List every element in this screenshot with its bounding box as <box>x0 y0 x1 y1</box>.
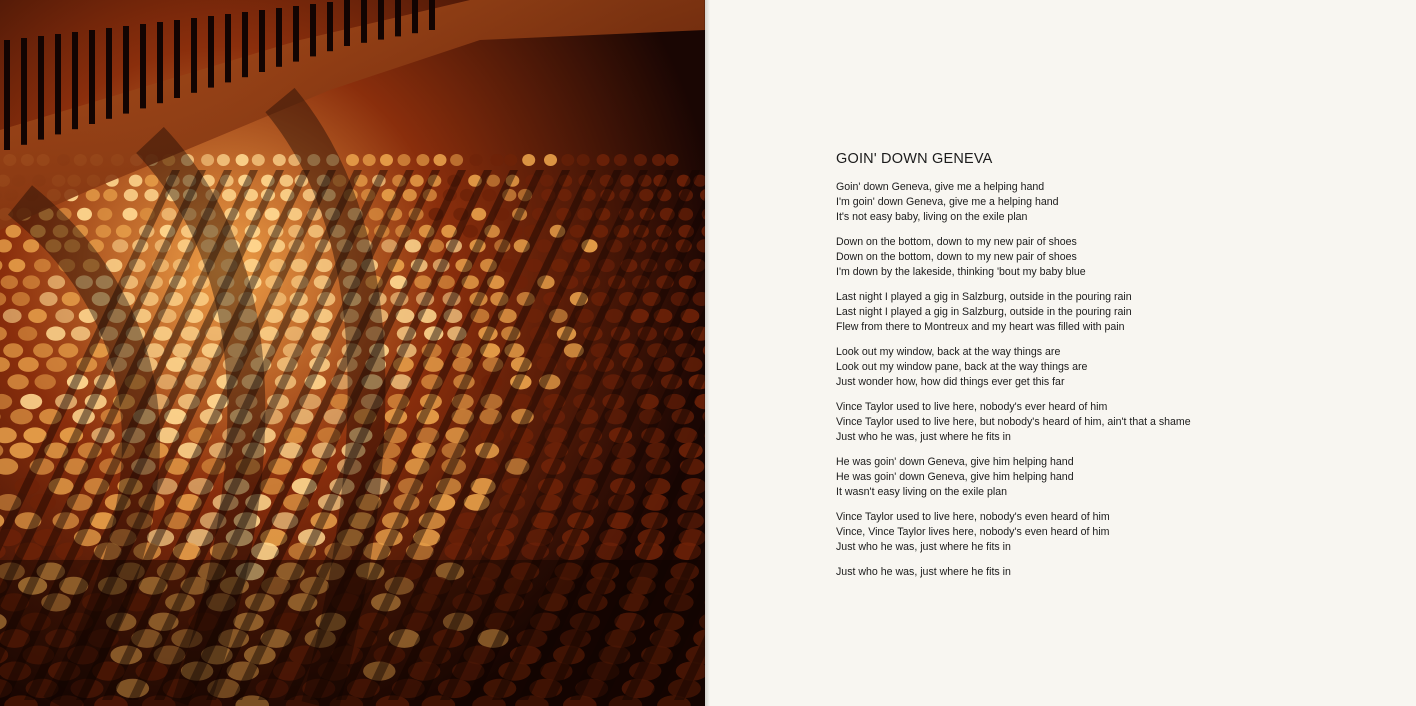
cobblestone <box>123 208 138 221</box>
photo-vignette <box>0 560 705 706</box>
fence-picket <box>4 40 10 150</box>
fence-picket <box>293 6 299 62</box>
lyric-line: Down on the bottom, down to my new pair of shoes <box>836 251 1077 263</box>
cobblestone <box>652 154 665 166</box>
fence-picket <box>395 0 401 36</box>
cobblestone <box>129 175 143 187</box>
fence-picket <box>225 14 231 82</box>
cobblestone <box>46 326 65 340</box>
song-title: GOIN' DOWN GENEVA <box>836 151 993 167</box>
lyrics-page <box>710 0 1416 706</box>
cobblestone <box>3 309 22 323</box>
cobblestone <box>526 259 543 272</box>
cobblestone-photo <box>0 0 705 706</box>
cobblestone <box>23 275 40 289</box>
cobblestone <box>236 154 249 166</box>
cobblestone <box>222 189 236 201</box>
cobblestone <box>10 409 33 425</box>
fence-picket <box>412 0 418 33</box>
song-lyrics <box>836 151 1396 590</box>
cobblestone <box>103 189 117 201</box>
stanza <box>836 235 1396 280</box>
cobblestone <box>48 275 65 289</box>
fence-picket <box>344 0 350 46</box>
cobblestone <box>597 154 610 166</box>
fence-picket <box>361 0 367 43</box>
fence-picket <box>208 16 214 88</box>
lyric-line: It wasn't easy living on the exile plan <box>836 486 1008 498</box>
cobblestone <box>39 292 57 306</box>
cobblestone <box>614 154 627 166</box>
lyric-line: Down on the bottom, down to my new pair of shoes <box>836 236 1077 248</box>
cobblestone <box>10 443 34 459</box>
cobblestone <box>482 189 496 201</box>
cobblestone <box>116 225 132 238</box>
cobblestone <box>9 259 26 272</box>
fence-picket <box>21 38 27 145</box>
fence-picket <box>259 10 265 72</box>
cobblestone <box>3 343 23 358</box>
cobblestone <box>551 259 568 272</box>
cobblestone <box>112 239 128 252</box>
lyric-line: He was goin' down Geneva, give him helping hand <box>836 456 1074 468</box>
lyric-line: Flew from there to Montreux and my heart was filled with pain <box>836 321 1125 333</box>
cobblestone <box>450 154 463 166</box>
cobblestone <box>470 154 483 166</box>
stanza <box>836 345 1396 390</box>
stanza <box>836 290 1396 335</box>
fence-picket <box>72 32 78 129</box>
lyric-line: I'm goin' down Geneva, give me a helping hand <box>836 196 1059 208</box>
cobblestone <box>7 374 28 389</box>
cobblestone <box>491 154 504 166</box>
cobblestone <box>544 154 557 166</box>
cobblestone <box>58 343 78 358</box>
cobblestone <box>434 154 447 166</box>
stanza <box>836 510 1396 555</box>
fence-picket <box>174 20 180 98</box>
cobblestone <box>380 154 393 166</box>
cobblestone <box>398 154 411 166</box>
lyric-line: Just who he was, just where he fits in <box>836 541 1011 553</box>
cobblestone <box>504 154 517 166</box>
cobblestone <box>280 175 294 187</box>
cobblestone <box>20 394 42 409</box>
fence-picket <box>429 0 435 30</box>
cobblestone <box>405 239 421 252</box>
cobblestone <box>471 208 486 221</box>
cobblestone <box>577 154 590 166</box>
cobblestone <box>403 189 417 201</box>
lyric-line: Vince Taylor used to live here, nobody's even heard of him <box>836 511 1110 523</box>
fence-picket <box>38 36 44 140</box>
lyric-line: Just who he was, just where he fits in <box>836 566 1011 578</box>
cobblestone <box>71 326 90 340</box>
cobblestone <box>634 154 647 166</box>
lyric-line: Just who he was, just where he fits in <box>836 431 1011 443</box>
lyric-line: Vince Taylor used to live here, but nobody's heard of him, ain't that a shame <box>836 416 1191 428</box>
stanza <box>836 400 1396 445</box>
cobblestone <box>28 309 47 323</box>
cobblestone <box>273 154 286 166</box>
fence-picket <box>157 22 163 103</box>
fence-picket <box>327 2 333 51</box>
cobblestone <box>97 208 112 221</box>
fence-picket <box>378 0 384 40</box>
fence-picket <box>106 28 112 119</box>
cobblestone <box>201 154 214 166</box>
fence-picket <box>123 26 129 114</box>
lyric-line: Vince, Vince Taylor lives here, nobody's even heard of him <box>836 526 1110 538</box>
cobblestone <box>162 208 177 221</box>
cobblestone <box>639 189 653 201</box>
fence-picket <box>310 4 316 56</box>
cobblestone <box>561 154 574 166</box>
cobblestone <box>46 357 67 372</box>
fence-picket <box>55 34 61 134</box>
cobblestone <box>34 259 51 272</box>
cobblestone <box>308 225 324 238</box>
lyric-line: Last night I played a gig in Salzburg, outside in the pouring rain <box>836 306 1132 318</box>
lyric-line: Vince Taylor used to live here, nobody's ever heard of him <box>836 401 1108 413</box>
cobblestone <box>500 259 517 272</box>
fence-picket <box>191 18 197 93</box>
cobblestone <box>217 154 230 166</box>
cobblestone <box>18 357 39 372</box>
lyric-line: Just wonder how, how did things ever get this far <box>836 376 1065 388</box>
cobblestone <box>35 374 56 389</box>
lyric-line: I'm down by the lakeside, thinking 'bout my baby blue <box>836 266 1086 278</box>
cobblestone <box>410 175 424 187</box>
cobblestone <box>540 175 554 187</box>
cobblestone <box>416 154 429 166</box>
cobblestone <box>62 292 80 306</box>
lyric-line: He was goin' down Geneva, give him helping hand <box>836 471 1074 483</box>
cobblestone <box>1 275 18 289</box>
cobblestone <box>23 239 39 252</box>
cobblestone <box>265 208 280 221</box>
cobblestone <box>77 208 92 221</box>
cobblestone <box>346 154 359 166</box>
cobblestone <box>33 343 53 358</box>
stanza <box>836 180 1396 225</box>
cobblestone <box>666 154 679 166</box>
cobblestone <box>144 189 158 201</box>
cobblestone <box>96 225 112 238</box>
cobblestone <box>55 309 74 323</box>
cobblestone <box>124 189 138 201</box>
fence-picket <box>242 12 248 77</box>
lyric-line: Goin' down Geneva, give me a helping hand <box>836 181 1045 193</box>
cobblestone <box>12 292 30 306</box>
cobblestone <box>6 225 22 238</box>
cobblestone <box>252 154 265 166</box>
stanza <box>836 565 1396 580</box>
fence-picket <box>276 8 282 67</box>
lyric-line: Last night I played a gig in Salzburg, outside in the pouring rain <box>836 291 1132 303</box>
lyric-line: Look out my window, back at the way things are <box>836 346 1061 358</box>
fence-picket <box>89 30 95 124</box>
photo-canvas <box>0 0 705 706</box>
lyric-line: It's not easy baby, living on the exile plan <box>836 211 1028 223</box>
cobblestone <box>363 154 376 166</box>
stanza <box>836 455 1396 500</box>
cobblestone <box>577 208 592 221</box>
fence-picket <box>140 24 146 108</box>
cobblestone <box>18 326 37 340</box>
stanza-list <box>836 180 1396 580</box>
cobblestone <box>522 154 535 166</box>
cobblestone <box>369 208 384 221</box>
lyric-line: Look out my window pane, back at the way things are <box>836 361 1088 373</box>
cobblestone <box>620 175 634 187</box>
